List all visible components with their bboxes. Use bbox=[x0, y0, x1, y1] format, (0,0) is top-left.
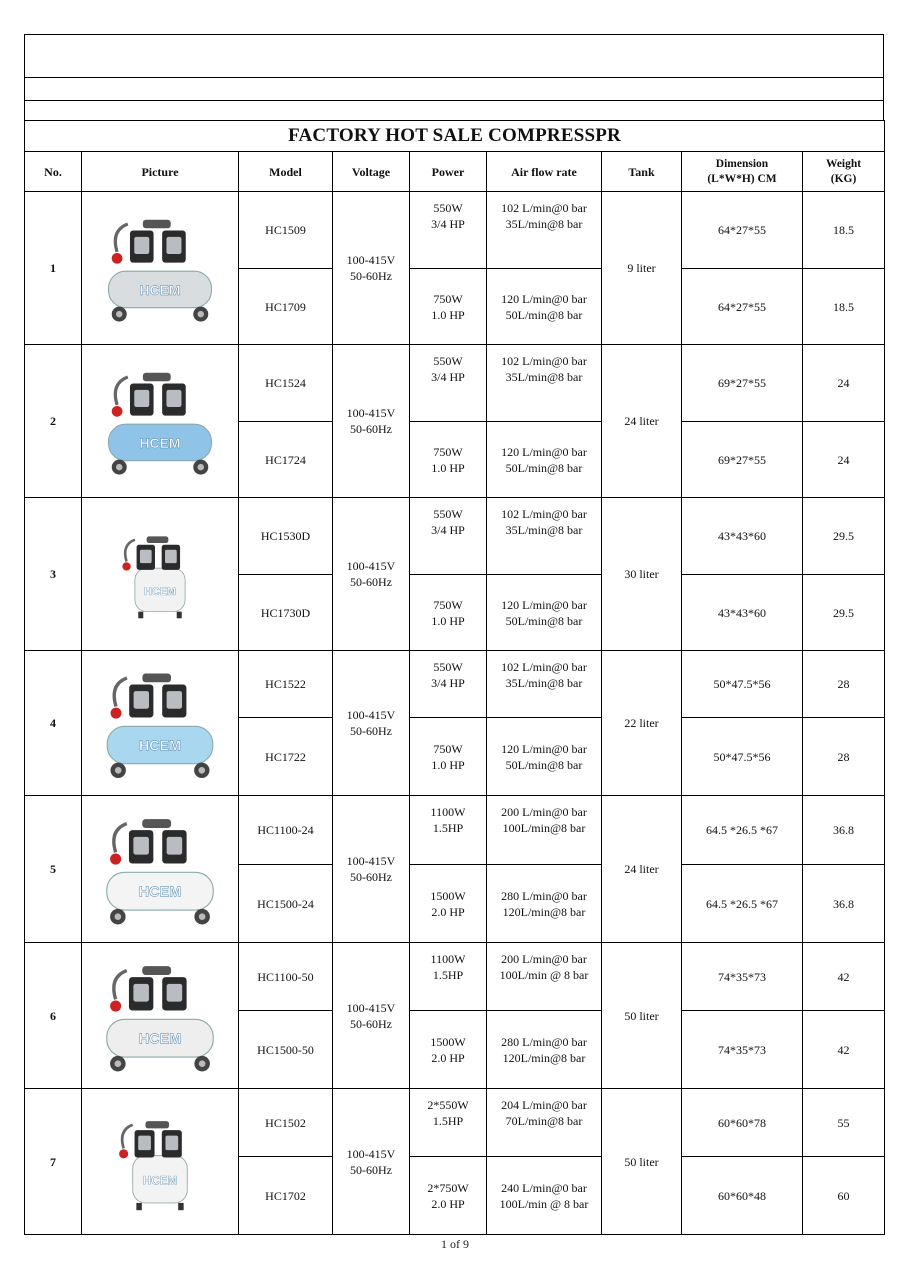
header-weight-line1: Weight bbox=[825, 157, 862, 170]
power-cell bbox=[410, 575, 487, 651]
model-cell: HC1522 bbox=[239, 651, 333, 718]
table-title: FACTORY HOT SALE COMPRESSPR bbox=[25, 121, 885, 152]
weight-cell: 18.5 bbox=[803, 269, 885, 345]
airflow-line: 102 L/min@0 bar bbox=[501, 354, 587, 368]
model-cell: HC1502 bbox=[239, 1089, 333, 1157]
airflow-cell bbox=[487, 1157, 602, 1235]
airflow-line: 102 L/min@0 bar bbox=[501, 660, 587, 674]
airflow-cell bbox=[487, 345, 602, 422]
voltage-line: 50-60Hz bbox=[350, 422, 392, 436]
weight-cell: 28 bbox=[803, 651, 885, 718]
airflow-line: 35L/min@8 bar bbox=[505, 370, 583, 384]
airflow-line: 102 L/min@0 bar bbox=[501, 201, 587, 215]
airflow-cell bbox=[487, 575, 602, 651]
header-dimension-line1: Dimension bbox=[715, 157, 769, 170]
voltage-line: 100-415V bbox=[346, 253, 396, 267]
header-no: No. bbox=[25, 152, 82, 192]
product-picture-cell bbox=[82, 943, 239, 1089]
power-line: 1.0 HP bbox=[431, 307, 465, 322]
tank-cell: 24 liter bbox=[602, 796, 682, 943]
model-cell: HC1722 bbox=[239, 718, 333, 796]
weight-cell: 42 bbox=[803, 1011, 885, 1089]
airflow-cell bbox=[487, 865, 602, 943]
document-frame bbox=[24, 34, 884, 1235]
airflow-line: 204 L/min@0 bar bbox=[501, 1098, 587, 1112]
power-line: 1.0 HP bbox=[431, 613, 465, 628]
airflow-cell bbox=[487, 269, 602, 345]
header-dimension-line2: (L*W*H) CM bbox=[707, 172, 777, 185]
compressor-image bbox=[90, 955, 230, 1077]
row-number-cell: 4 bbox=[25, 651, 82, 796]
weight-cell: 24 bbox=[803, 422, 885, 498]
header-power: Power bbox=[410, 152, 487, 192]
product-table bbox=[24, 120, 885, 1235]
header-weight bbox=[803, 152, 885, 192]
power-cell bbox=[410, 345, 487, 422]
compressor-image bbox=[90, 1112, 230, 1212]
airflow-line: 50L/min@8 bar bbox=[505, 613, 583, 628]
product-picture-cell bbox=[82, 796, 239, 943]
airflow-line: 50L/min@8 bar bbox=[505, 757, 583, 772]
airflow-cell bbox=[487, 422, 602, 498]
tank-cell: 50 liter bbox=[602, 943, 682, 1089]
dimension-cell: 50*47.5*56 bbox=[682, 718, 803, 796]
dimension-cell: 69*27*55 bbox=[682, 345, 803, 422]
airflow-line: 50L/min@8 bar bbox=[505, 307, 583, 322]
dimension-cell: 64*27*55 bbox=[682, 269, 803, 345]
dimension-cell: 64*27*55 bbox=[682, 192, 803, 269]
dimension-cell: 64.5 *26.5 *67 bbox=[682, 796, 803, 865]
weight-cell: 55 bbox=[803, 1089, 885, 1157]
table-row bbox=[25, 192, 885, 269]
model-cell: HC1702 bbox=[239, 1157, 333, 1235]
power-line: 3/4 HP bbox=[431, 370, 465, 384]
header-airflow: Air flow rate bbox=[487, 152, 602, 192]
weight-cell: 42 bbox=[803, 943, 885, 1011]
power-line: 2*750W bbox=[427, 1180, 469, 1195]
airflow-line: 200 L/min@0 bar bbox=[501, 952, 587, 966]
airflow-line: 120 L/min@0 bar bbox=[501, 291, 587, 306]
power-line: 3/4 HP bbox=[431, 676, 465, 690]
airflow-line: 35L/min@8 bar bbox=[505, 217, 583, 231]
power-cell bbox=[410, 422, 487, 498]
compressor-image bbox=[90, 362, 230, 480]
model-cell: HC1530D bbox=[239, 498, 333, 575]
power-line: 1500W bbox=[430, 1034, 466, 1049]
model-cell: HC1100-50 bbox=[239, 943, 333, 1011]
svg-text:HCEM: HCEM bbox=[139, 281, 181, 298]
voltage-cell bbox=[333, 345, 410, 498]
voltage-cell bbox=[333, 1089, 410, 1235]
voltage-line: 100-415V bbox=[346, 1146, 396, 1161]
weight-cell: 60 bbox=[803, 1157, 885, 1235]
airflow-cell bbox=[487, 192, 602, 269]
weight-cell: 18.5 bbox=[803, 192, 885, 269]
model-cell: HC1730D bbox=[239, 575, 333, 651]
weight-cell: 28 bbox=[803, 718, 885, 796]
airflow-cell bbox=[487, 943, 602, 1011]
header-blank-row-1 bbox=[24, 34, 884, 77]
dimension-cell: 60*60*48 bbox=[682, 1157, 803, 1235]
table-body bbox=[25, 192, 885, 1235]
voltage-cell bbox=[333, 498, 410, 651]
model-cell: HC1524 bbox=[239, 345, 333, 422]
power-line: 1.5HP bbox=[432, 1114, 464, 1128]
power-cell bbox=[410, 1089, 487, 1157]
airflow-line: 120 L/min@0 bar bbox=[501, 444, 587, 459]
voltage-cell bbox=[333, 943, 410, 1089]
power-cell bbox=[410, 1011, 487, 1089]
airflow-line: 120L/min@8 bar bbox=[502, 904, 586, 919]
dimension-cell: 60*60*78 bbox=[682, 1089, 803, 1157]
voltage-line: 50-60Hz bbox=[350, 724, 392, 738]
airflow-line: 240 L/min@0 bar bbox=[501, 1180, 587, 1195]
power-line: 1.0 HP bbox=[431, 460, 465, 475]
power-line: 2*550W bbox=[427, 1098, 469, 1112]
power-cell bbox=[410, 498, 487, 575]
weight-cell: 24 bbox=[803, 345, 885, 422]
power-line: 3/4 HP bbox=[431, 523, 465, 537]
weight-cell: 29.5 bbox=[803, 575, 885, 651]
table-row bbox=[25, 796, 885, 865]
row-number-cell: 5 bbox=[25, 796, 82, 943]
header-blank-row-2 bbox=[24, 77, 884, 100]
table-row bbox=[25, 1089, 885, 1157]
power-cell bbox=[410, 943, 487, 1011]
power-cell bbox=[410, 651, 487, 718]
power-line: 2.0 HP bbox=[431, 1050, 465, 1065]
header-weight-line2: (KG) bbox=[830, 172, 857, 185]
dimension-cell: 43*43*60 bbox=[682, 498, 803, 575]
voltage-line: 100-415V bbox=[346, 406, 396, 420]
row-number-cell: 3 bbox=[25, 498, 82, 651]
power-line: 1100W bbox=[430, 952, 466, 966]
dimension-cell: 50*47.5*56 bbox=[682, 651, 803, 718]
voltage-line: 100-415V bbox=[346, 708, 396, 722]
row-number-cell: 6 bbox=[25, 943, 82, 1089]
power-line: 1500W bbox=[430, 888, 466, 903]
weight-cell: 36.8 bbox=[803, 865, 885, 943]
model-cell: HC1100-24 bbox=[239, 796, 333, 865]
dimension-cell: 43*43*60 bbox=[682, 575, 803, 651]
model-cell: HC1509 bbox=[239, 192, 333, 269]
dimension-cell: 74*35*73 bbox=[682, 1011, 803, 1089]
header-tank: Tank bbox=[602, 152, 682, 192]
airflow-line: 200 L/min@0 bar bbox=[501, 805, 587, 819]
airflow-line: 280 L/min@0 bar bbox=[501, 1034, 587, 1049]
airflow-line: 100L/min@8 bar bbox=[502, 821, 586, 835]
airflow-line: 70L/min@8 bar bbox=[505, 1114, 583, 1128]
airflow-cell bbox=[487, 498, 602, 575]
page-footer: 1 of 9 bbox=[441, 1237, 469, 1251]
table-row bbox=[25, 345, 885, 422]
voltage-line: 50-60Hz bbox=[350, 1162, 392, 1177]
power-line: 1.0 HP bbox=[431, 757, 465, 772]
power-cell bbox=[410, 718, 487, 796]
product-picture-cell bbox=[82, 192, 239, 345]
model-cell: HC1709 bbox=[239, 269, 333, 345]
tank-cell: 30 liter bbox=[602, 498, 682, 651]
row-number-cell: 7 bbox=[25, 1089, 82, 1235]
power-cell bbox=[410, 269, 487, 345]
dimension-cell: 74*35*73 bbox=[682, 943, 803, 1011]
weight-cell: 29.5 bbox=[803, 498, 885, 575]
power-cell bbox=[410, 192, 487, 269]
airflow-line: 100L/min @ 8 bar bbox=[499, 1196, 589, 1211]
row-number-cell: 2 bbox=[25, 345, 82, 498]
power-line: 750W bbox=[433, 291, 463, 306]
power-cell bbox=[410, 865, 487, 943]
compressor-image bbox=[90, 808, 230, 930]
header-voltage: Voltage bbox=[333, 152, 410, 192]
weight-cell: 36.8 bbox=[803, 796, 885, 865]
power-line: 750W bbox=[433, 597, 463, 612]
compressor-image bbox=[90, 528, 230, 620]
airflow-line: 100L/min @ 8 bar bbox=[499, 968, 589, 982]
power-line: 1.5HP bbox=[432, 968, 464, 982]
svg-text:HCEM: HCEM bbox=[139, 434, 181, 451]
airflow-line: 120 L/min@0 bar bbox=[501, 597, 587, 612]
airflow-line: 102 L/min@0 bar bbox=[501, 507, 587, 521]
header-dimension bbox=[682, 152, 803, 192]
power-line: 550W bbox=[433, 354, 463, 368]
power-line: 1100W bbox=[430, 805, 466, 819]
airflow-cell bbox=[487, 651, 602, 718]
product-picture-cell bbox=[82, 345, 239, 498]
voltage-cell bbox=[333, 651, 410, 796]
product-picture-cell bbox=[82, 498, 239, 651]
row-number-cell: 1 bbox=[25, 192, 82, 345]
product-picture-cell bbox=[82, 651, 239, 796]
power-cell bbox=[410, 796, 487, 865]
tank-cell: 24 liter bbox=[602, 345, 682, 498]
power-cell bbox=[410, 1157, 487, 1235]
power-line: 1.5HP bbox=[432, 821, 464, 835]
voltage-cell bbox=[333, 796, 410, 943]
tank-cell: 22 liter bbox=[602, 651, 682, 796]
power-line: 2.0 HP bbox=[431, 904, 465, 919]
dimension-cell: 69*27*55 bbox=[682, 422, 803, 498]
voltage-line: 50-60Hz bbox=[350, 575, 392, 589]
voltage-line: 50-60Hz bbox=[350, 1016, 392, 1031]
compressor-image bbox=[94, 662, 226, 784]
svg-text:HCEM: HCEM bbox=[138, 884, 182, 901]
airflow-line: 280 L/min@0 bar bbox=[501, 888, 587, 903]
tank-cell: 9 liter bbox=[602, 192, 682, 345]
voltage-line: 100-415V bbox=[346, 559, 396, 573]
airflow-cell bbox=[487, 1089, 602, 1157]
power-line: 750W bbox=[433, 741, 463, 756]
svg-text:HCEM: HCEM bbox=[144, 585, 176, 598]
voltage-cell bbox=[333, 192, 410, 345]
model-cell: HC1500-50 bbox=[239, 1011, 333, 1089]
header-blank-row-3 bbox=[24, 100, 884, 120]
airflow-cell bbox=[487, 796, 602, 865]
product-picture-cell bbox=[82, 1089, 239, 1235]
power-line: 550W bbox=[433, 201, 463, 215]
power-line: 550W bbox=[433, 507, 463, 521]
airflow-line: 50L/min@8 bar bbox=[505, 460, 583, 475]
voltage-line: 100-415V bbox=[346, 1000, 396, 1015]
airflow-cell bbox=[487, 718, 602, 796]
power-line: 750W bbox=[433, 444, 463, 459]
tank-cell: 50 liter bbox=[602, 1089, 682, 1235]
compressor-image bbox=[90, 209, 230, 327]
airflow-line: 120 L/min@0 bar bbox=[501, 741, 587, 756]
power-line: 3/4 HP bbox=[431, 217, 465, 231]
voltage-line: 50-60Hz bbox=[350, 870, 392, 884]
table-row bbox=[25, 651, 885, 718]
svg-text:HCEM: HCEM bbox=[142, 1173, 178, 1188]
svg-text:HCEM: HCEM bbox=[138, 1031, 182, 1048]
airflow-line: 35L/min@8 bar bbox=[505, 676, 583, 690]
model-cell: HC1500-24 bbox=[239, 865, 333, 943]
table-row bbox=[25, 943, 885, 1011]
power-line: 2.0 HP bbox=[431, 1196, 465, 1211]
power-line: 550W bbox=[433, 660, 463, 674]
svg-text:HCEM: HCEM bbox=[138, 738, 182, 755]
airflow-line: 35L/min@8 bar bbox=[505, 523, 583, 537]
dimension-cell: 64.5 *26.5 *67 bbox=[682, 865, 803, 943]
airflow-line: 120L/min@8 bar bbox=[502, 1050, 586, 1065]
table-row bbox=[25, 498, 885, 575]
header-model: Model bbox=[239, 152, 333, 192]
header-picture: Picture bbox=[82, 152, 239, 192]
airflow-cell bbox=[487, 1011, 602, 1089]
model-cell: HC1724 bbox=[239, 422, 333, 498]
voltage-line: 100-415V bbox=[346, 854, 396, 868]
voltage-line: 50-60Hz bbox=[350, 269, 392, 283]
